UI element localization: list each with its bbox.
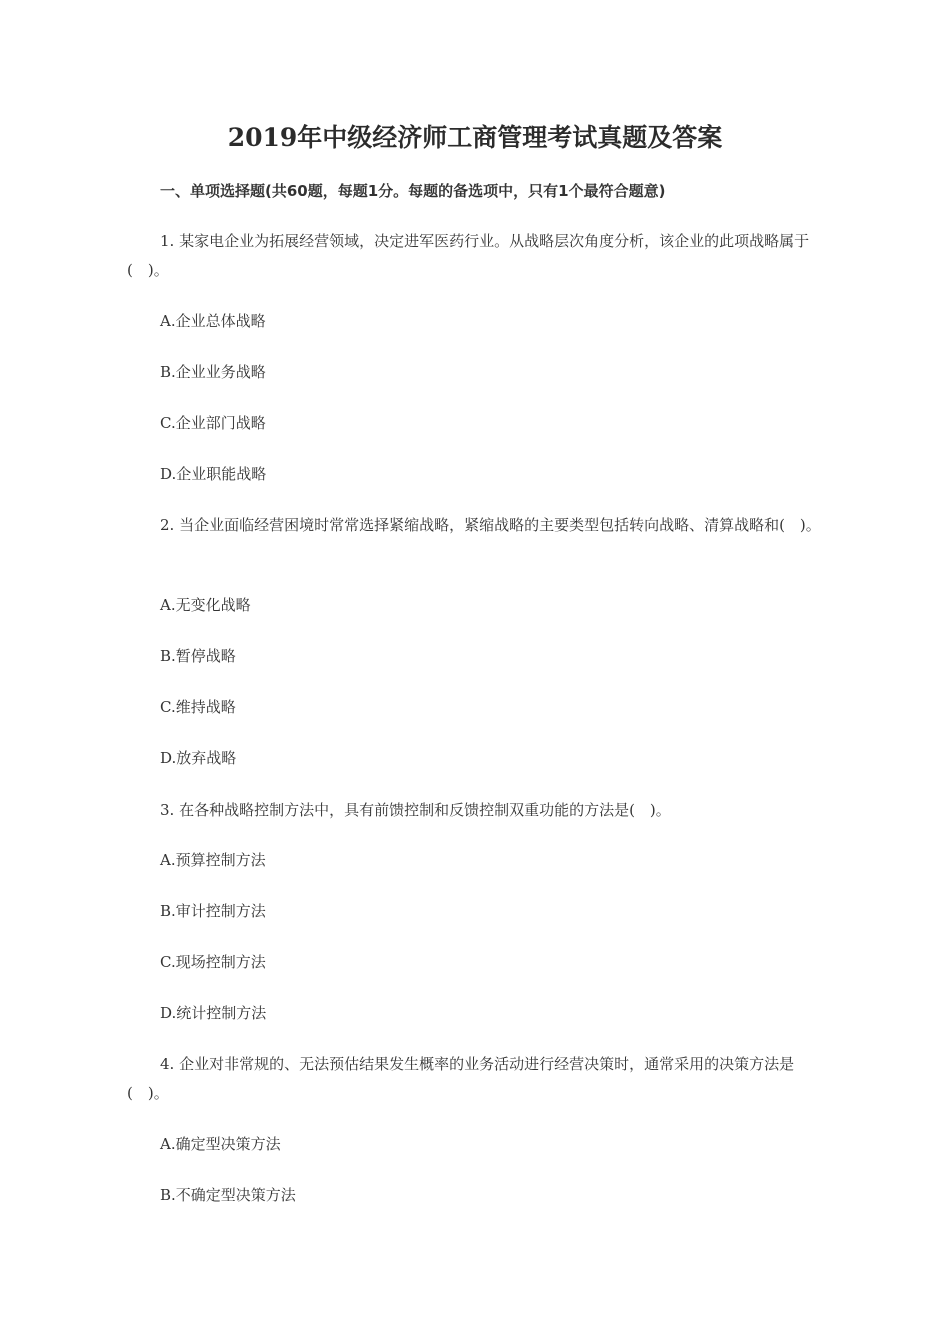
question-3-option-d: D.统计控制方法 — [160, 1004, 267, 1022]
question-1-option-b: B.企业业务战略 — [160, 363, 266, 381]
question-2-option-c: C.维持战略 — [160, 698, 236, 716]
question-1-option-d: D.企业职能战略 — [160, 465, 267, 483]
question-1-stem: 1. 某家电企业为拓展经营领域，决定进军医药行业。从战略层次角度分析，该企业的此项战略属于( )。 — [127, 232, 810, 279]
question-2-option-a: A.无变化战略 — [160, 596, 251, 614]
question-3-option-a: A.预算控制方法 — [160, 851, 266, 869]
question-1-option-a: A.企业总体战略 — [160, 312, 266, 330]
question-2-stem: 2. 当企业面临经营困境时常常选择紧缩战略，紧缩战略的主要类型包括转向战略、清算战略和( )。 — [160, 516, 821, 534]
question-3-option-b: B.审计控制方法 — [160, 902, 266, 920]
document-title: 2019年中级经济师工商管理考试真题及答案 — [227, 123, 723, 152]
question-3-stem: 3. 在各种战略控制方法中，具有前馈控制和反馈控制双重功能的方法是( )。 — [160, 801, 671, 819]
question-1-option-c: C.企业部门战略 — [160, 414, 266, 432]
question-4-option-a: A.确定型决策方法 — [160, 1135, 281, 1153]
question-4-option-b: B.不确定型决策方法 — [160, 1186, 296, 1204]
question-2-option-d: D.放弃战略 — [160, 749, 237, 767]
question-4-stem: 4. 企业对非常规的、无法预估结果发生概率的业务活动进行经营决策时，通常采用的决策方法是( )。 — [127, 1055, 795, 1102]
question-3-option-c: C.现场控制方法 — [160, 953, 266, 971]
question-2-option-b: B.暂停战略 — [160, 647, 236, 665]
section-heading: 一、单项选择题(共60题，每题1分。每题的备选项中，只有1个最符合题意) — [160, 182, 666, 200]
